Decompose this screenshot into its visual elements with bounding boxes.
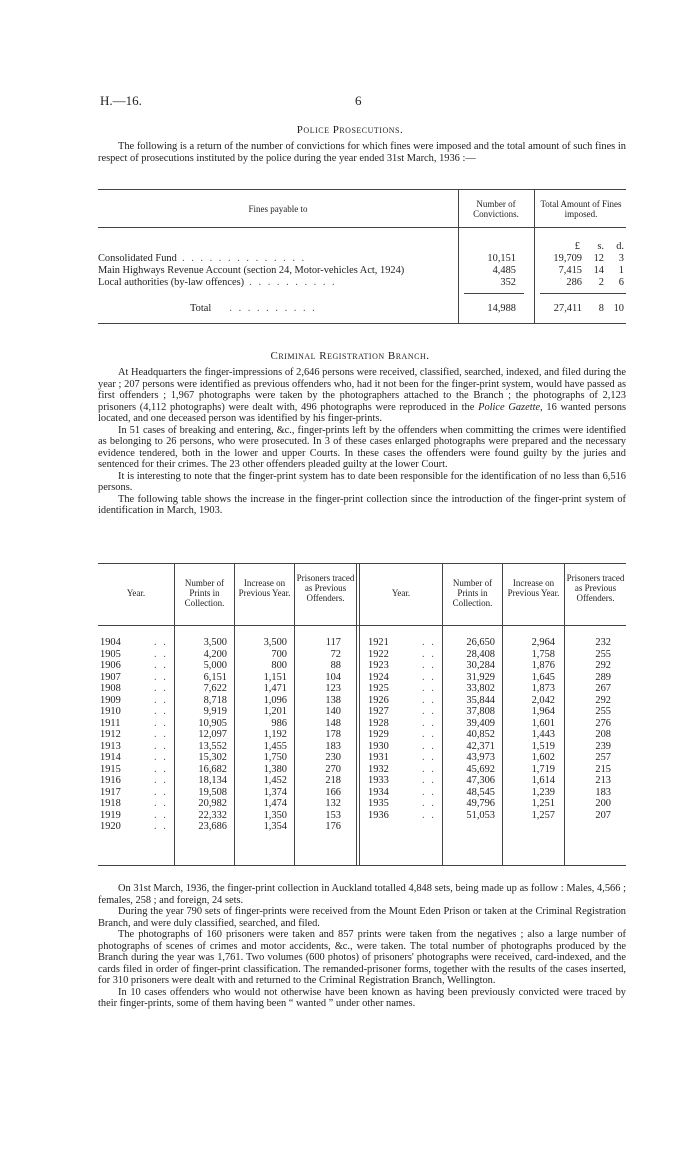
row-convictions: 352 <box>500 277 516 288</box>
increase-cell: 1,452 <box>263 775 287 786</box>
prints-cell: 49,796 <box>466 798 495 809</box>
prisoners-cell: 292 <box>595 660 611 671</box>
prints-cell: 39,409 <box>466 717 495 729</box>
year-cell: 1912 <box>100 729 121 740</box>
total-pence: 10 <box>613 303 624 314</box>
prisoners-cell: 117 <box>325 637 341 648</box>
leader-dots: . . <box>422 775 436 786</box>
prints-cell: 22,332 <box>198 809 227 821</box>
police-prosecutions-title: Police Prosecutions. <box>296 124 404 136</box>
increase-cell: 1,602 <box>531 752 555 763</box>
leader-dots: . . <box>422 683 436 694</box>
table-row <box>98 706 626 718</box>
prisoners-cell: 72 <box>330 648 341 660</box>
column-divider <box>534 189 535 323</box>
leader-dots: . . <box>422 671 436 683</box>
leader-dots: . . <box>154 683 168 694</box>
table-row <box>98 787 626 799</box>
year-cell: 1923 <box>368 660 389 671</box>
prints-cell: 8,718 <box>203 694 227 706</box>
table-row <box>98 683 626 695</box>
prisoners-cell: 138 <box>325 694 341 706</box>
leader-dots: . . <box>154 775 168 786</box>
paragraph <box>98 367 626 425</box>
table-row <box>98 752 626 764</box>
leader-dots: . . <box>154 729 168 740</box>
table-row <box>98 695 626 707</box>
year-cell: 1934 <box>368 786 389 798</box>
prisoners-cell: 213 <box>595 775 611 786</box>
prints-cell: 45,692 <box>466 763 495 775</box>
year-cell: 1925 <box>368 683 389 694</box>
prints-cell: 13,552 <box>198 740 227 752</box>
row-pence: 1 <box>618 265 624 276</box>
unit-pence: d. <box>616 241 624 252</box>
table-top-rule <box>98 563 626 564</box>
paragraph-text: At Headquarters the finger-impressions of 2,646 persons were received, classified, searched, indexed, and filed during the year ; 207 persons were identified as previous offenders who, had it not been for the finger-print system, would have passed as first offenders ; 1,967 photographs were taken by the photographers attached to the Branch ; the photographs of 2,123 prisoners (4,112 photographs) were dealt with, 496 photographs were reproduced in the <box>98 367 626 413</box>
prints-cell: 15,302 <box>198 752 227 763</box>
prisoners-cell: 183 <box>595 786 611 798</box>
prints-cell: 42,371 <box>466 740 495 752</box>
year-cell: 1909 <box>100 694 121 706</box>
increase-cell: 986 <box>271 717 287 729</box>
table-row <box>98 253 306 264</box>
prints-cell: 33,802 <box>466 683 495 694</box>
leader-dots: . . <box>154 821 168 832</box>
header-prisoners: Prisoners traced as Previous Offenders. <box>296 573 355 603</box>
header-number-convictions: Number of Convictions. <box>473 199 519 219</box>
increase-cell: 1,758 <box>531 648 555 660</box>
increase-cell: 2,964 <box>531 637 555 648</box>
prisoners-cell: 148 <box>325 717 341 729</box>
header-prints: Number of Prints in Collection. <box>184 578 225 608</box>
leader-dots: . . <box>154 752 168 763</box>
prisoners-cell: 208 <box>595 729 611 740</box>
column-divider <box>458 189 459 323</box>
leader-dots: . . <box>154 671 168 683</box>
prints-cell: 3,500 <box>203 637 227 648</box>
year-cell: 1915 <box>100 763 121 775</box>
table-bottom-rule <box>98 323 626 324</box>
prisoners-cell: 292 <box>595 694 611 706</box>
leader-dots: . . <box>422 729 436 740</box>
increase-cell: 1,257 <box>531 809 555 821</box>
table-row <box>98 741 626 753</box>
row-label: Consolidated Fund <box>98 253 177 264</box>
prisoners-cell: 255 <box>595 648 611 660</box>
leader-dots: . . <box>154 660 168 671</box>
prisoners-cell: 153 <box>325 809 341 821</box>
prints-cell: 4,200 <box>203 648 227 660</box>
year-cell: 1930 <box>368 740 389 752</box>
paragraph: The following table shows the increase in the finger-print collection since the introduction of the finger-print system of identification in March, 1903. <box>98 493 626 516</box>
header-total-amount: Total Amount of Fines imposed. <box>540 199 622 219</box>
subtotal-rule <box>464 293 524 294</box>
leader-dots: . . <box>422 752 436 763</box>
year-cell: 1913 <box>100 740 121 752</box>
prints-cell: 12,097 <box>198 729 227 740</box>
year-cell: 1921 <box>368 637 389 648</box>
prisoners-cell: 257 <box>595 752 611 763</box>
year-cell: 1935 <box>368 798 389 809</box>
year-cell: 1918 <box>100 798 121 809</box>
prisoners-cell: 289 <box>595 671 611 683</box>
increase-cell: 1,251 <box>531 798 555 809</box>
table-bottom-rule <box>98 865 626 866</box>
prisoners-cell: 176 <box>325 821 341 832</box>
leader-dots: . . <box>422 637 436 648</box>
criminal-registration-text <box>98 367 626 517</box>
paragraph-text: , 16 wanted persons located, and one deceased person was identified by his finger-prints. <box>98 401 626 424</box>
year-cell: 1920 <box>100 821 121 832</box>
prints-cell: 9,919 <box>203 706 227 717</box>
leader-dots: . . <box>154 717 168 729</box>
paragraph: It is interesting to note that the finger-print system has to date been responsible for the identification of no less than 6,516 persons. <box>98 470 626 493</box>
leader-dots: . . <box>422 660 436 671</box>
year-cell: 1908 <box>100 683 121 694</box>
prisoners-cell: 232 <box>595 637 611 648</box>
year-cell: 1929 <box>368 729 389 740</box>
prints-cell: 10,905 <box>198 717 227 729</box>
row-pounds: 19,709 <box>553 253 582 264</box>
row-shillings: 2 <box>598 277 604 288</box>
table-row <box>98 718 626 730</box>
prisoners-cell: 255 <box>595 706 611 717</box>
table-row <box>98 277 337 288</box>
header-prisoners: Prisoners traced as Previous Offenders. <box>566 573 625 603</box>
year-cell: 1933 <box>368 775 389 786</box>
closing-text <box>98 883 626 1010</box>
year-cell: 1931 <box>368 752 389 763</box>
page-number: 6 <box>355 93 362 108</box>
prints-cell: 35,844 <box>466 694 495 706</box>
prisoners-cell: 140 <box>325 706 341 717</box>
year-cell: 1932 <box>368 763 389 775</box>
year-cell: 1917 <box>100 786 121 798</box>
row-pounds: 286 <box>566 277 582 288</box>
prisoners-cell: 270 <box>325 763 341 775</box>
row-label: Main Highways Revenue Account (section 24, Motor-vehicles Act, 1924) <box>98 265 405 276</box>
increase-cell: 1,201 <box>263 706 287 717</box>
prints-cell: 40,852 <box>466 729 495 740</box>
table-row <box>98 810 626 822</box>
leader-dots: . . <box>154 648 168 660</box>
gazette-title: Police Gazette <box>478 401 541 413</box>
leader-dots: . . <box>154 809 168 821</box>
leader-dots: . . <box>154 798 168 809</box>
leader-dots: . . <box>422 648 436 660</box>
leader-dots: . . <box>154 637 168 648</box>
prisoners-cell: 88 <box>330 660 341 671</box>
paragraph: The photographs of 160 prisoners were taken and 857 prints were taken from the negatives ; also a large number of photographs of scenes of crimes and motor accidents, &c., were taken. The total number of photographs produced by the Branch during the year was 1,761. Two volumes (600 photos) of prisoners' photographs were received, card-indexed, and the cards filed in order of finger-print classification. The remanded-prisoner forms, together with the results of the cases inserted, for 310 prisoners were dealt with and returned to the Criminal Registration Branch, Wellington. <box>98 929 626 986</box>
prints-cell: 16,682 <box>198 763 227 775</box>
year-cell: 1906 <box>100 660 121 671</box>
increase-cell: 1,096 <box>263 694 287 706</box>
year-cell: 1910 <box>100 706 121 717</box>
paragraph: On 31st March, 1936, the finger-print collection in Auckland totalled 4,848 sets, being made up as follow : Males, 4,566 ; females, 258 ; and foreign, 24 sets. <box>98 883 626 906</box>
increase-cell: 1,192 <box>263 729 287 740</box>
year-cell: 1927 <box>368 706 389 717</box>
header-increase: Increase on Previous Year. <box>238 578 291 598</box>
increase-cell: 1,239 <box>531 786 555 798</box>
increase-cell: 800 <box>271 660 287 671</box>
increase-cell: 1,750 <box>263 752 287 763</box>
prints-cell: 6,151 <box>203 671 227 683</box>
increase-cell: 1,876 <box>531 660 555 671</box>
leader-dots: . . <box>422 694 436 706</box>
increase-cell: 1,151 <box>263 671 287 683</box>
prisoners-cell: 276 <box>595 717 611 729</box>
page-reference: H.—16. <box>100 93 142 108</box>
table-row <box>98 660 626 672</box>
increase-cell: 1,614 <box>531 775 555 786</box>
table-row <box>98 775 626 787</box>
table-top-rule <box>98 189 626 190</box>
increase-cell: 1,964 <box>531 706 555 717</box>
prisoners-cell: 218 <box>325 775 341 786</box>
row-shillings: 12 <box>593 253 604 264</box>
table-row <box>98 798 626 810</box>
row-convictions: 4,485 <box>492 265 516 276</box>
paragraph: In 10 cases offenders who would not otherwise have been known as having been previously convicted were traced by their finger-prints, some of them having been “ wanted ” under other names. <box>98 986 626 1009</box>
header-year: Year. <box>126 588 146 598</box>
increase-cell: 1,474 <box>263 798 287 809</box>
increase-cell: 1,354 <box>263 821 287 832</box>
prisoners-cell: 166 <box>325 786 341 798</box>
total-pounds: 27,411 <box>553 303 582 314</box>
leader-dots: . . <box>154 786 168 798</box>
table-row <box>98 821 626 833</box>
increase-cell: 1,374 <box>263 786 287 798</box>
year-cell: 1914 <box>100 752 121 763</box>
increase-cell: 1,519 <box>531 740 555 752</box>
prints-cell: 31,929 <box>466 671 495 683</box>
year-cell: 1924 <box>368 671 389 683</box>
table-row <box>98 649 626 661</box>
year-cell: 1922 <box>368 648 389 660</box>
total-shillings: 8 <box>598 303 604 314</box>
leader-dots: . . <box>422 798 436 809</box>
header-prints: Number of Prints in Collection. <box>452 578 493 608</box>
prisoners-cell: 230 <box>325 752 341 763</box>
total-label: Total <box>190 303 212 314</box>
increase-cell: 1,443 <box>531 729 555 740</box>
prints-cell: 30,284 <box>466 660 495 671</box>
year-cell: 1919 <box>100 809 121 821</box>
subtotal-rule <box>540 293 626 294</box>
year-cell: 1911 <box>100 717 121 729</box>
leader-dots: . . . . . . . . . . <box>229 303 317 314</box>
header-year: Year. <box>391 588 411 598</box>
prints-cell: 18,134 <box>198 775 227 786</box>
criminal-registration-title: Criminal Registration Branch. <box>270 350 430 362</box>
table-header-rule <box>98 625 626 626</box>
prints-cell: 7,622 <box>203 683 227 694</box>
paragraph: During the year 790 sets of finger-prints were received from the Mount Eden Prison or taken at the Criminal Registration Branch, and were duly classified, searched, and filed. <box>98 906 626 929</box>
leader-dots: . . . . . . . . . . . . . . <box>182 253 307 264</box>
increase-cell: 1,719 <box>531 763 555 775</box>
prints-cell: 20,982 <box>198 798 227 809</box>
prisoners-cell: 239 <box>595 740 611 752</box>
leader-dots: . . <box>422 786 436 798</box>
table-header-rule <box>98 227 626 228</box>
prisoners-cell: 215 <box>595 763 611 775</box>
increase-cell: 1,873 <box>531 683 555 694</box>
prints-cell: 28,408 <box>466 648 495 660</box>
year-cell: 1936 <box>368 809 389 821</box>
total-row <box>190 303 317 314</box>
leader-dots: . . <box>422 717 436 729</box>
increase-cell: 1,471 <box>263 683 287 694</box>
increase-cell: 3,500 <box>263 637 287 648</box>
unit-pounds: £ <box>574 241 580 252</box>
prints-cell: 48,545 <box>466 786 495 798</box>
increase-cell: 2,042 <box>531 694 555 706</box>
header-increase: Increase on Previous Year. <box>507 578 560 598</box>
prints-cell: 19,508 <box>198 786 227 798</box>
paragraph: In 51 cases of breaking and entering, &c., finger-prints left by the offenders when committing the crimes were identified as belonging to 26 persons, who were prosecuted. In 3 of these cases enlarged photographs were prepared and the necessary evidence tendered, both in the lower and upper Courts. In these cases the offenders were found guilty by the juries and sentenced for their crimes. The 23 other offenders pleaded guilty at the lower Court. <box>98 424 626 470</box>
leader-dots: . . <box>154 740 168 752</box>
row-convictions: 10,151 <box>487 253 516 264</box>
prisoners-cell: 267 <box>595 683 611 694</box>
prisoners-cell: 132 <box>325 798 341 809</box>
intro-paragraph: The following is a return of the number of convictions for which fines were imposed and the total amount of such fines in respect of prosecutions instituted by the police during the year ended 31st March, 1936 :— <box>98 141 626 164</box>
table-row <box>98 672 626 684</box>
prints-cell: 43,973 <box>466 752 495 763</box>
leader-dots: . . <box>422 809 436 821</box>
year-cell: 1916 <box>100 775 121 786</box>
increase-cell: 1,455 <box>263 740 287 752</box>
year-cell: 1926 <box>368 694 389 706</box>
row-pounds: 7,415 <box>558 265 582 276</box>
table-row <box>98 729 626 741</box>
prisoners-cell: 104 <box>325 671 341 683</box>
increase-cell: 700 <box>271 648 287 660</box>
leader-dots: . . <box>422 740 436 752</box>
police-prosecutions-intro <box>98 141 626 164</box>
prisoners-cell: 123 <box>325 683 341 694</box>
prisoners-cell: 200 <box>595 798 611 809</box>
row-pence: 6 <box>618 277 624 288</box>
table-row <box>98 764 626 776</box>
prints-cell: 47,306 <box>466 775 495 786</box>
leader-dots: . . <box>154 763 168 775</box>
prisoners-cell: 183 <box>325 740 341 752</box>
increase-cell: 1,350 <box>263 809 287 821</box>
prints-cell: 5,000 <box>203 660 227 671</box>
leader-dots: . . <box>154 706 168 717</box>
prints-cell: 51,053 <box>466 809 495 821</box>
prisoners-cell: 178 <box>325 729 341 740</box>
prints-cell: 23,686 <box>198 821 227 832</box>
row-label: Local authorities (by-law offences) <box>98 277 245 288</box>
row-pence: 3 <box>618 253 624 264</box>
row-shillings: 14 <box>593 265 604 276</box>
leader-dots: . . <box>422 763 436 775</box>
increase-cell: 1,601 <box>531 717 555 729</box>
year-cell: 1904 <box>100 637 121 648</box>
table-row <box>98 265 404 276</box>
header-fines-payable: Fines payable to <box>248 204 308 214</box>
leader-dots: . . <box>154 694 168 706</box>
unit-shillings: s. <box>597 241 604 252</box>
year-cell: 1905 <box>100 648 121 660</box>
increase-cell: 1,380 <box>263 763 287 775</box>
year-cell: 1907 <box>100 671 121 683</box>
total-convictions: 14,988 <box>487 303 516 314</box>
increase-cell: 1,645 <box>531 671 555 683</box>
prints-cell: 37,808 <box>466 706 495 717</box>
leader-dots: . . . . . . . . . . <box>249 277 337 288</box>
leader-dots: . . <box>422 706 436 717</box>
table-row <box>98 637 626 649</box>
year-cell: 1928 <box>368 717 389 729</box>
prisoners-cell: 207 <box>595 809 611 821</box>
prints-cell: 26,650 <box>466 637 495 648</box>
